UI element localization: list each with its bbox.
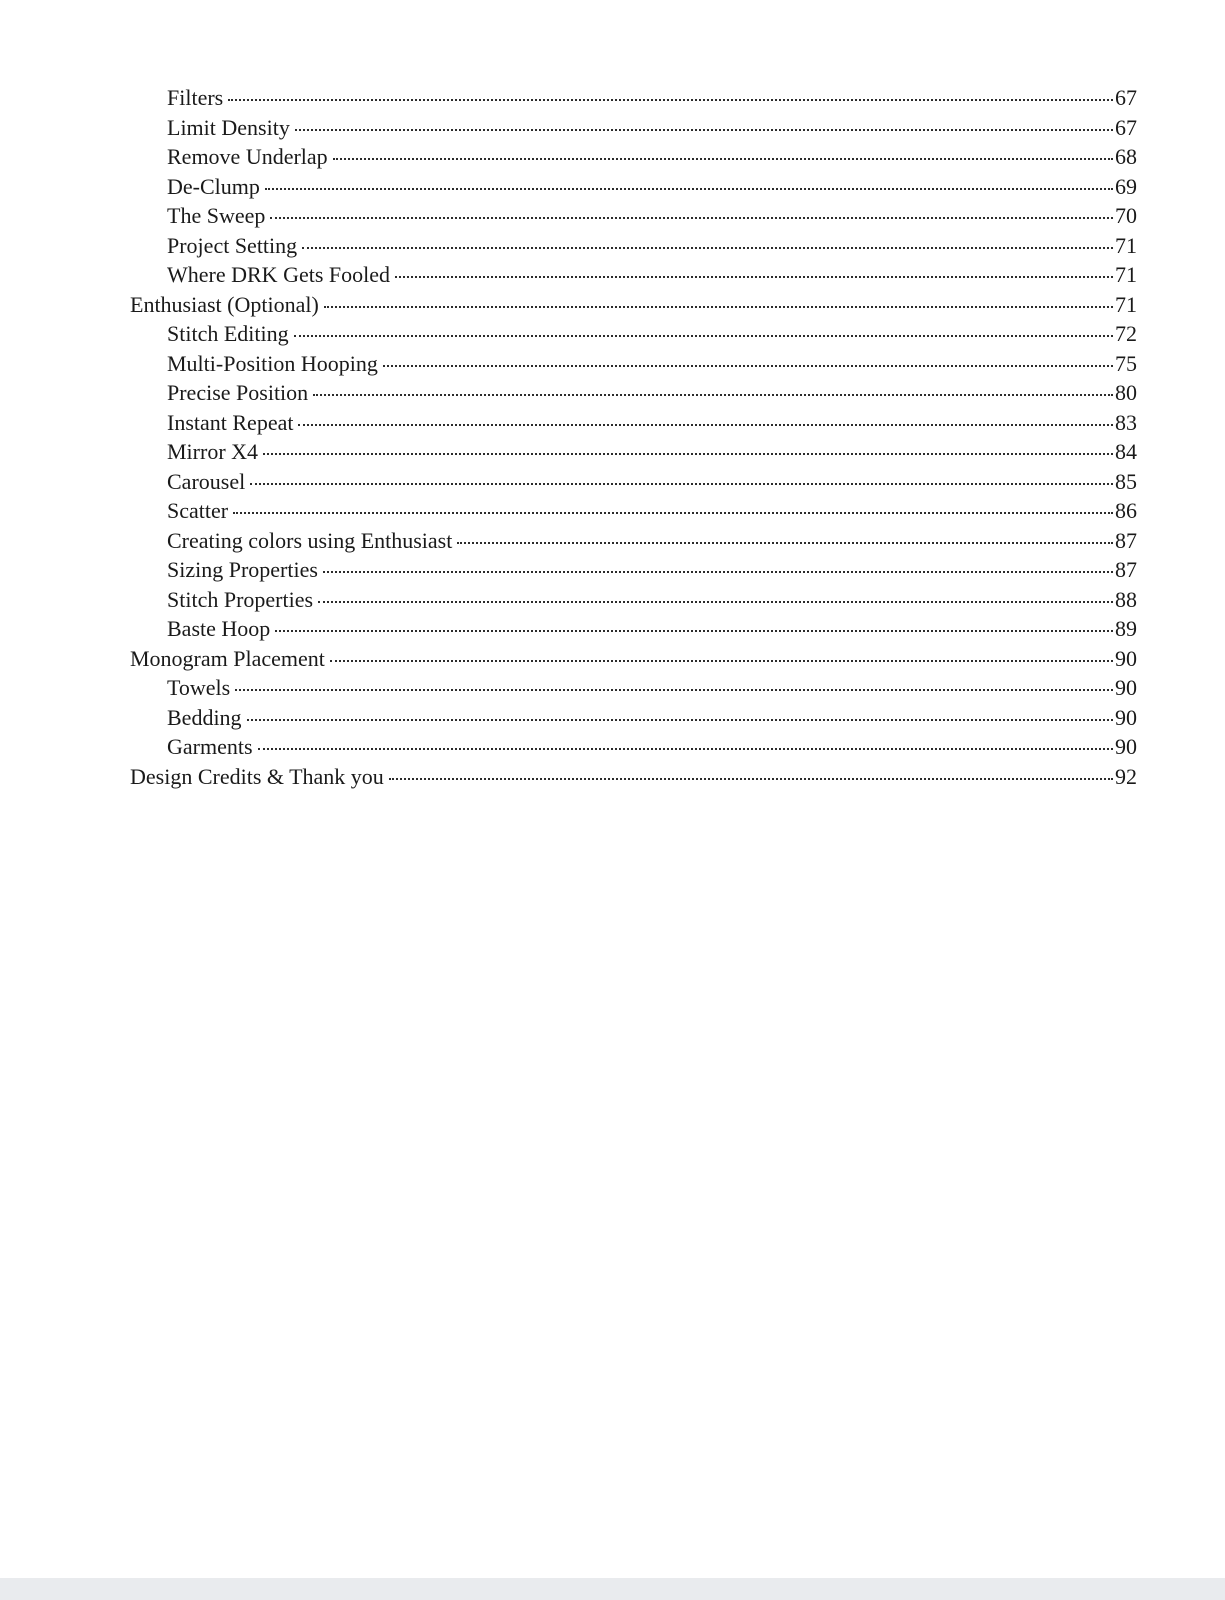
toc-page-number: 88 [1115,586,1137,612]
toc-entry-label: Carousel [167,468,246,494]
toc-dotted-leader [298,424,1113,426]
toc-entry-label: Bedding [167,704,242,730]
toc-page-number: 83 [1115,409,1137,435]
toc-entry[interactable] [130,585,1137,615]
toc-entry-label: Towels [167,675,231,700]
toc-entry[interactable] [130,83,1137,113]
toc-entry[interactable] [130,555,1137,585]
toc-entry-label: De-Clump [167,173,260,199]
toc-entry[interactable] [130,378,1137,408]
toc-entry[interactable] [130,319,1137,349]
toc-entry[interactable] [130,526,1137,556]
toc-entry-label: Baste Hoop [167,616,271,641]
toc-dotted-leader [295,129,1113,131]
toc-entry[interactable] [130,673,1137,703]
toc-page-number: 90 [1115,704,1137,730]
toc-page-number: 80 [1115,380,1137,405]
toc-entry-label: Instant Repeat [167,409,294,435]
toc-entry[interactable] [130,231,1137,261]
toc-entry[interactable] [130,496,1137,526]
toc-dotted-leader [457,542,1113,544]
toc-dotted-leader [330,660,1113,662]
toc-dotted-leader [324,306,1113,308]
toc-dotted-leader [247,719,1113,721]
toc-entry-label: Where DRK Gets Fooled [167,262,391,287]
toc-entry-label: Design Credits & Thank you [130,763,384,789]
toc-entry-label: Stitch Editing [167,321,289,346]
toc-page-number: 67 [1115,114,1137,140]
toc-dotted-leader [294,335,1113,337]
toc-page-number: 72 [1115,321,1137,346]
toc-page-number: 87 [1115,527,1137,553]
toc-dotted-leader [313,394,1113,396]
toc-entry-label: Garments [167,734,253,759]
toc-page-number: 71 [1115,232,1137,258]
toc-entry-label: Sizing Properties [167,557,318,582]
toc-entry-label: Stitch Properties [167,586,314,612]
toc-dotted-leader [265,188,1113,190]
toc-page-number: 89 [1115,616,1137,641]
toc-entry[interactable] [130,703,1137,733]
toc-dotted-leader [263,453,1113,455]
toc-page-number: 69 [1115,173,1137,199]
toc-dotted-leader [235,689,1113,691]
toc-page-number: 87 [1115,557,1137,582]
toc-entry-label: Remove Underlap [167,144,328,169]
toc-entry[interactable] [130,349,1137,379]
toc-entry[interactable] [130,762,1137,792]
toc-entry-label: Mirror X4 [167,439,259,464]
toc-entry[interactable] [130,142,1137,172]
toc-dotted-leader [233,512,1113,514]
toc-entry[interactable] [130,614,1137,644]
toc-page-number: 71 [1115,291,1137,317]
toc-page-number: 75 [1115,350,1137,376]
toc-page-number: 67 [1115,85,1137,110]
toc-entry-label: Monogram Placement [130,645,325,671]
toc-page-number: 85 [1115,468,1137,494]
toc-entry[interactable] [130,437,1137,467]
toc-page-number: 70 [1115,203,1137,228]
toc-dotted-leader [275,630,1113,632]
toc-page-number: 90 [1115,675,1137,700]
toc-entry-label: The Sweep [167,203,266,228]
toc-entry-label: Precise Position [167,380,309,405]
toc-entry-label: Enthusiast (Optional) [130,291,319,317]
toc-dotted-leader [258,748,1113,750]
toc-list [130,83,1137,791]
toc-entry[interactable] [130,644,1137,674]
toc-entry[interactable] [130,408,1137,438]
toc-dotted-leader [323,571,1113,573]
toc-entry[interactable] [130,732,1137,762]
toc-page-number: 92 [1115,763,1137,789]
toc-dotted-leader [333,158,1113,160]
page-gap-divider [0,1578,1225,1600]
toc-entry[interactable] [130,260,1137,290]
toc-dotted-leader [302,247,1113,249]
toc-page-number: 90 [1115,645,1137,671]
toc-entry[interactable] [130,201,1137,231]
toc-dotted-leader [228,99,1113,101]
toc-page-number: 90 [1115,734,1137,759]
toc-entry-label: Creating colors using Enthusiast [167,527,453,553]
toc-page-number: 84 [1115,439,1137,464]
toc-page-number: 68 [1115,144,1137,169]
toc-dotted-leader [383,365,1113,367]
toc-entry[interactable] [130,113,1137,143]
toc-dotted-leader [389,778,1113,780]
toc-entry-label: Limit Density [167,114,290,140]
toc-entry-label: Filters [167,85,224,110]
toc-page-number: 86 [1115,498,1137,523]
toc-dotted-leader [395,276,1113,278]
toc-entry-label: Project Setting [167,232,298,258]
toc-dotted-leader [270,217,1113,219]
toc-entry-label: Scatter [167,498,229,523]
toc-dotted-leader [250,483,1113,485]
toc-entry[interactable] [130,467,1137,497]
toc-entry-label: Multi-Position Hooping [167,350,378,376]
toc-page-number: 71 [1115,262,1137,287]
toc-dotted-leader [318,601,1113,603]
toc-entry[interactable] [130,290,1137,320]
toc-entry[interactable] [130,172,1137,202]
